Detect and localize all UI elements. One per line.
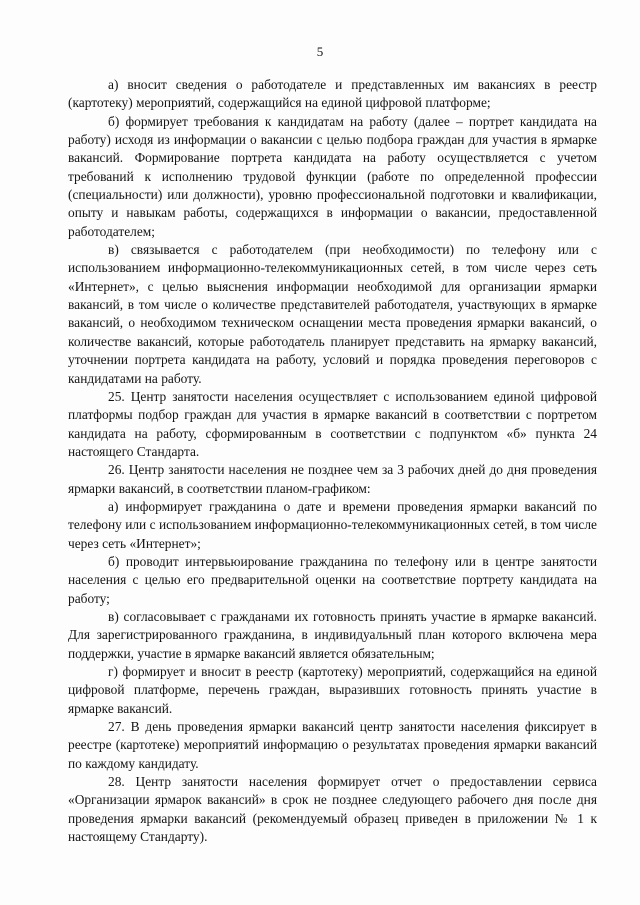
page-number: 5 — [316, 44, 324, 59]
paragraph-24v: в) связывается с работодателем (при необходимости) по телефону или с использованием информационно-телекоммуникационных сетей, в том числе через сеть «Интернет», с целью выяснения информации необходимой для организации ярмарки вакансий, в том числе о количестве представителей работодателя, участвующих в ярмарке вакансий, о необходимом техническом оснащении места проведения ярмарки вакансий, о количестве вакансий, которые работодатель планирует представить на ярмарку вакансий, уточнении портрета кандидата на работу, условий и порядка проведения переговоров с кандидатами на работу. — [68, 242, 597, 386]
paragraph-26: 26. Центр занятости населения не позднее чем за 3 рабочих дней до дня проведения ярмарки вакансий, в соответствии планом-графиком: — [68, 462, 597, 496]
paragraph-25: 25. Центр занятости населения осуществляет с использованием единой цифровой платформы подбор граждан для участия в ярмарке вакансий в соответствии с портретом кандидата на работу, сформированным в соответствии с подпунктом «б» пункта 24 настоящего Стандарта. — [68, 388, 597, 459]
paragraph-26b: б) проводит интервьюирование гражданина по телефону или в центре занятости населения с целью его предварительной оценки на соответствие портрету кандидата на работу; — [68, 553, 597, 606]
paragraph-26v: в) согласовывает с гражданами их готовность принять участие в ярмарке вакансий. Для зарегистрированного гражданина, в индивидуальный план которого включена мера поддержки, участие в ярмарке вакансий является обязательным; — [68, 608, 597, 661]
paragraph-26a: а) информирует гражданина о дате и времени проведения ярмарки вакансий по телефону или с использованием информационно-телекоммуникационных сетей, в том числе через сеть «Интернет»; — [68, 498, 597, 551]
document-body — [68, 76, 597, 846]
paragraph-27: 27. В день проведения ярмарки вакансий центр занятости населения фиксирует в реестре (картотеке) мероприятий информацию о результатах проведения ярмарки вакансий по каждому кандидату. — [68, 719, 597, 771]
paragraph-24b: б) формирует требования к кандидатам на работу (далее – портрет кандидата на работу) исходя из информации о вакансии с целью подбора граждан для участия в ярмарке вакансий. Формирование портрета кандидата на работу осуществляется с учетом требований к исполнению трудовой функции (работе по определенной профессии (специальности) или должности), уровню профессиональной подготовки и квалификации, опыту и навыкам работы, содержащихся в информации о вакансии, предоставленной работодателем; — [68, 113, 597, 239]
paragraph-28: 28. Центр занятости населения формирует отчет о предоставлении сервиса «Организации ярмарок вакансий» в срок не позднее следующего рабочего дня после дня проведения ярмарки вакансий (рекомендуемый образец приведен в приложении № 1 к настоящему Стандарту). — [68, 774, 597, 845]
paragraph-26g: г) формирует и вносит в реестр (картотеку) мероприятий, содержащийся на единой цифровой платформе, перечень граждан, выразивших готовность принять участие в ярмарке вакансий. — [68, 664, 597, 716]
paragraph-24a: а) вносит сведения о работодателе и представленных им вакансиях в реестр (картотеку) мероприятий, содержащийся на единой цифровой платформе; — [68, 77, 597, 111]
